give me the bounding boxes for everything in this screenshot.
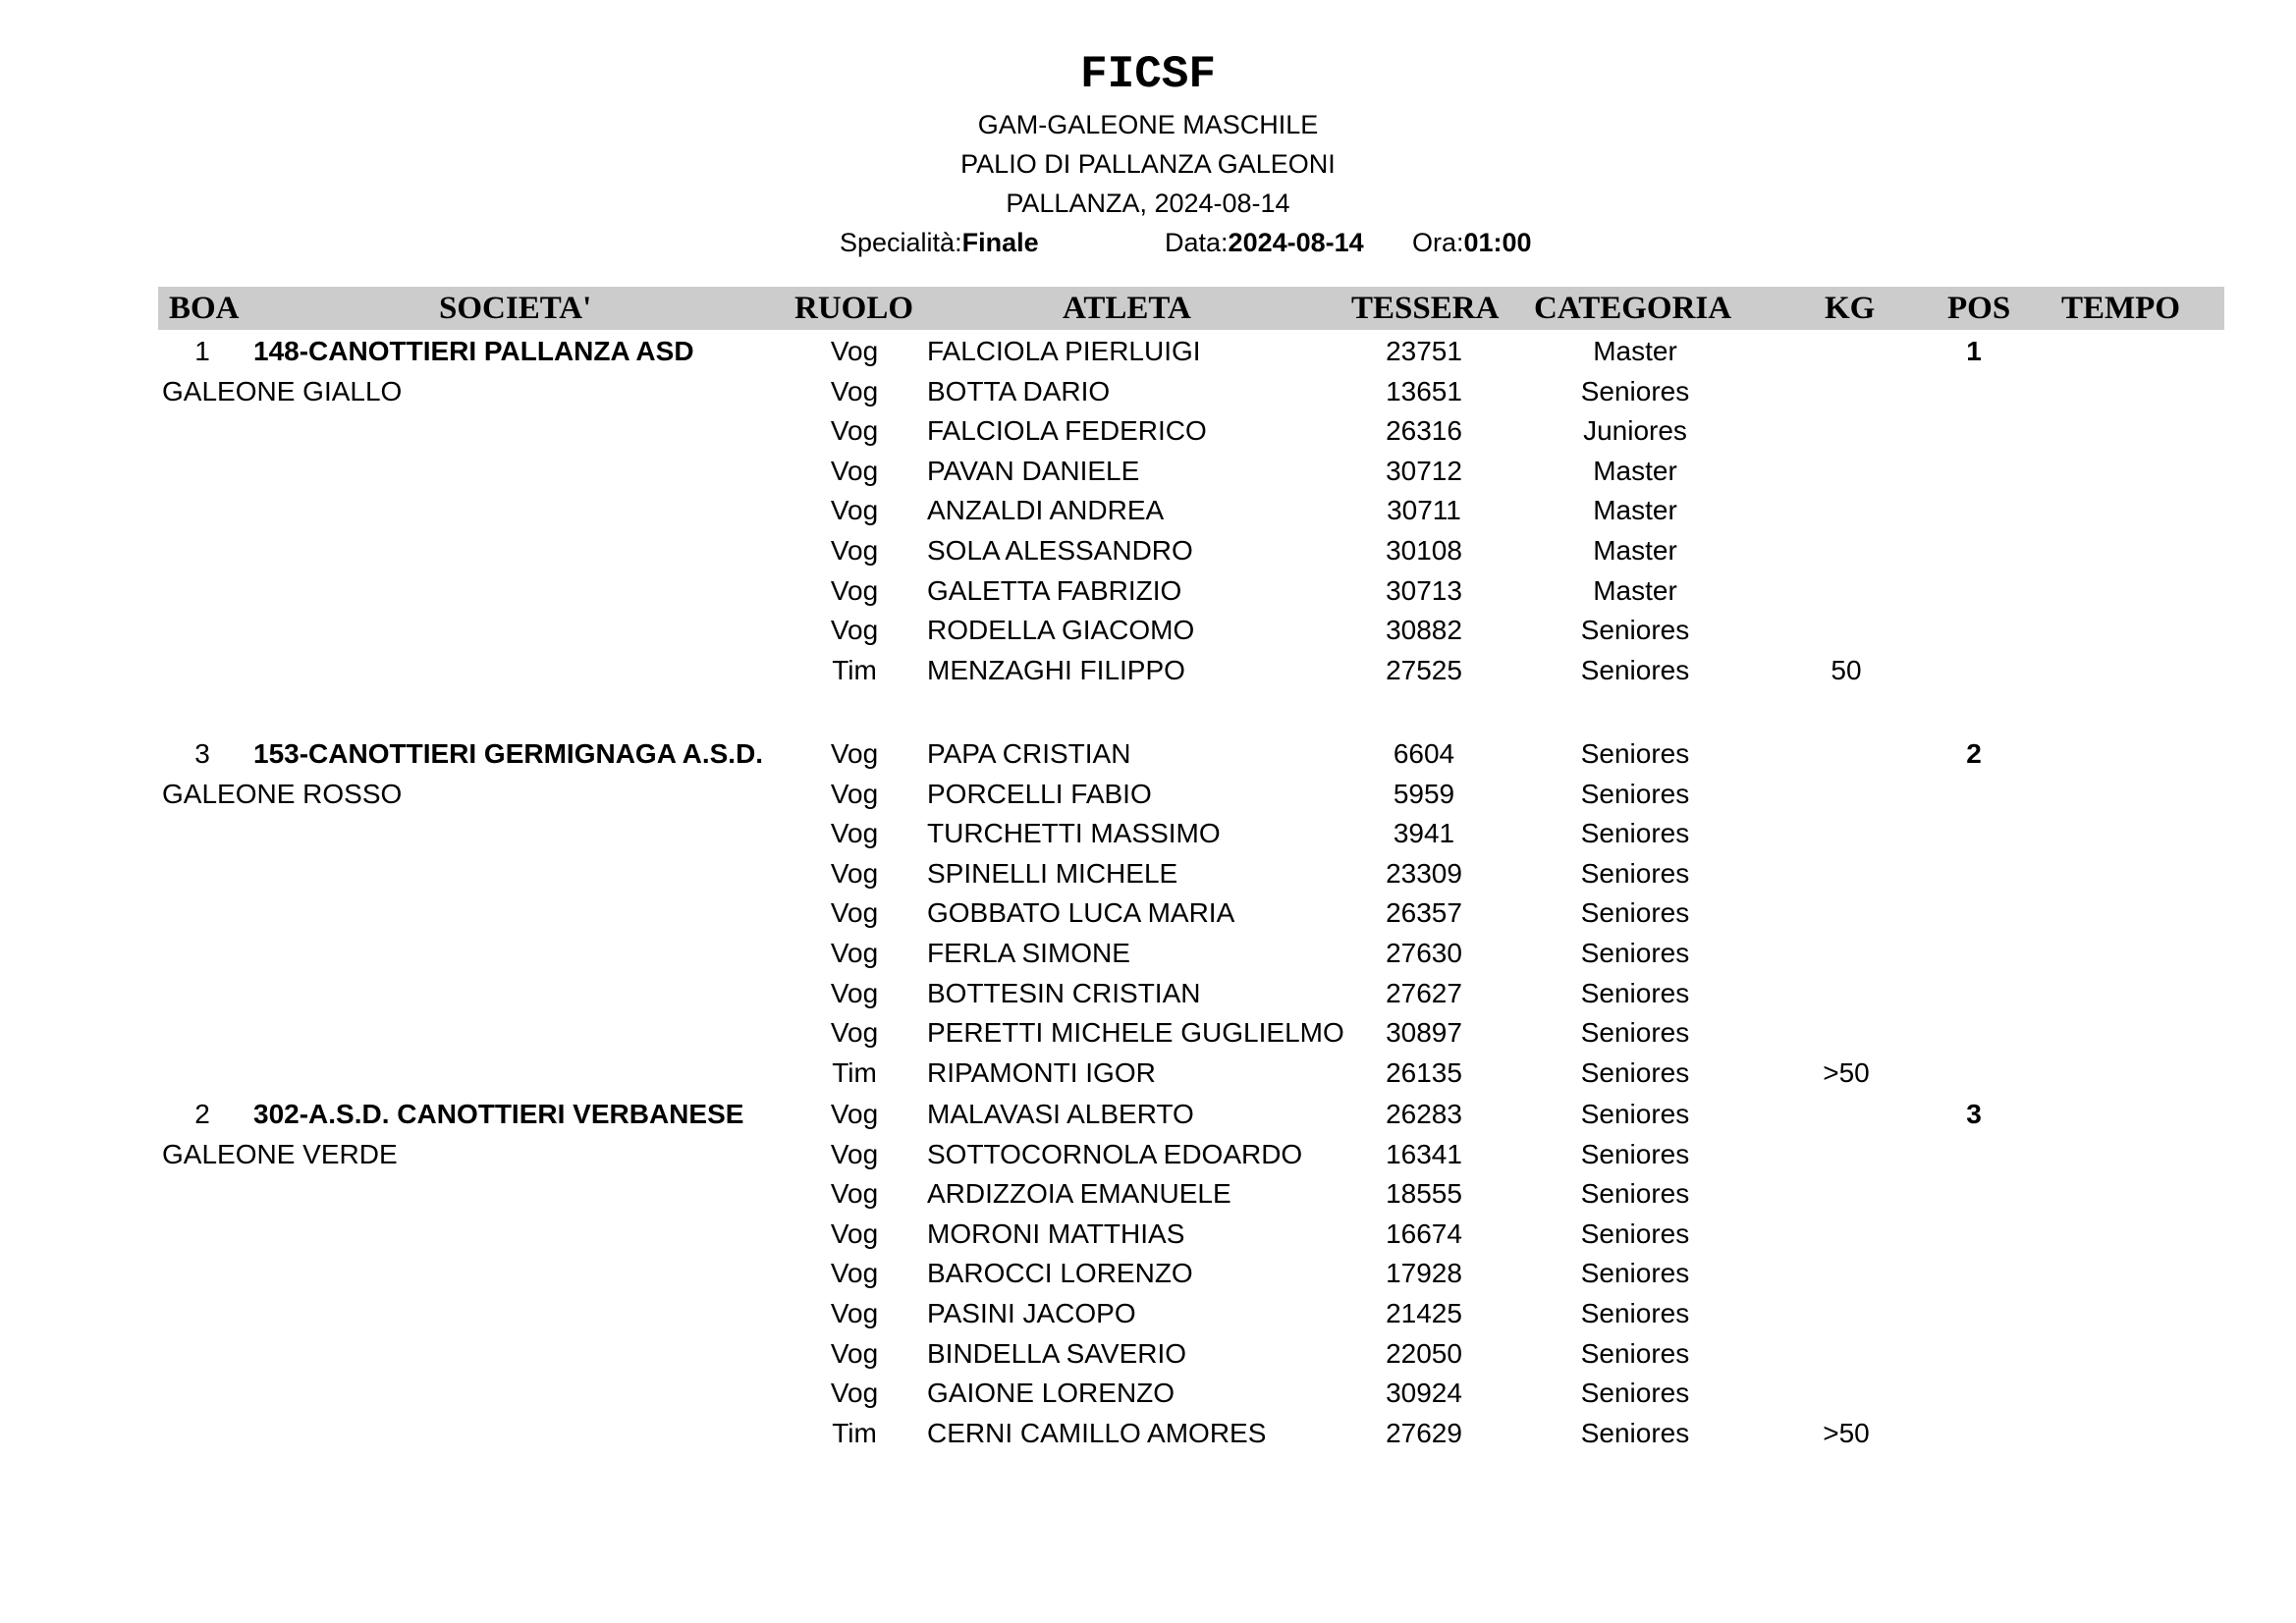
- table-row: [0, 1414, 2296, 1453]
- atleta-name: BAROCCI LORENZO: [927, 1258, 1193, 1289]
- col-atleta: ATLETA: [1063, 291, 1191, 326]
- tessera: 23309: [1386, 857, 1462, 889]
- ruolo: Vog: [830, 738, 879, 769]
- col-societa: SOCIETA': [439, 291, 592, 326]
- table-row: [0, 854, 2296, 893]
- ruolo: Vog: [830, 1298, 879, 1328]
- categoria: Seniores: [1580, 1178, 1690, 1210]
- ruolo: Vog: [830, 336, 879, 366]
- table-row: [0, 734, 2296, 774]
- table-row: [0, 651, 2296, 690]
- atleta-name: SOTTOCORNOLA EDOARDO: [927, 1138, 1303, 1169]
- categoria: Seniores: [1580, 897, 1690, 929]
- tessera: 30108: [1386, 535, 1462, 566]
- table-row: [0, 332, 2296, 371]
- table-header: [158, 287, 2224, 330]
- kg: >50: [1823, 1056, 1870, 1088]
- tessera: 26316: [1386, 415, 1462, 447]
- ruolo: Vog: [830, 1258, 879, 1289]
- categoria: Seniores: [1580, 1138, 1690, 1169]
- table-row: [0, 571, 2296, 611]
- categoria: Seniores: [1580, 977, 1690, 1008]
- tessera: 30711: [1387, 495, 1461, 526]
- col-categoria: CATEGORIA: [1534, 291, 1732, 326]
- tessera: 30897: [1386, 1017, 1462, 1049]
- categoria: Seniores: [1580, 938, 1690, 968]
- meta-ora-label: Ora:: [1412, 228, 1464, 257]
- atleta-name: MENZAGHI FILIPPO: [927, 654, 1185, 685]
- table-row: [0, 1254, 2296, 1293]
- boat-name: GALEONE GIALLO: [162, 375, 403, 406]
- meta-specialita-label: Specialità:: [840, 228, 962, 257]
- ruolo: Vog: [830, 1378, 879, 1409]
- atleta-name: FALCIOLA FEDERICO: [927, 415, 1207, 447]
- atleta-name: ANZALDI ANDREA: [927, 495, 1165, 526]
- document-title: FICSF: [1079, 49, 1217, 100]
- atleta-name: GALETTA FABRIZIO: [927, 574, 1182, 606]
- col-ruolo: RUOLO: [794, 291, 914, 326]
- boa-number: 2: [194, 1099, 210, 1129]
- kg: 50: [1831, 654, 1862, 685]
- atleta-name: SPINELLI MICHELE: [927, 857, 1178, 889]
- table-row: [0, 1174, 2296, 1214]
- ruolo: Vog: [830, 495, 879, 526]
- ruolo: Vog: [830, 938, 879, 968]
- tessera: 13651: [1386, 375, 1462, 406]
- societa-name: 148-CANOTTIERI PALLANZA ASD: [253, 336, 694, 366]
- meta-ora-value: 01:00: [1463, 228, 1532, 257]
- categoria: Seniores: [1580, 778, 1690, 809]
- ruolo: Vog: [830, 415, 879, 447]
- atleta-name: PERETTI MICHELE GUGLIELMO: [927, 1017, 1344, 1049]
- categoria: Master: [1593, 495, 1677, 526]
- categoria: Master: [1593, 535, 1677, 566]
- ruolo: Vog: [830, 455, 879, 486]
- tessera: 16341: [1386, 1138, 1462, 1169]
- boat-name: GALEONE ROSSO: [162, 778, 403, 809]
- ruolo: Vog: [830, 1138, 879, 1169]
- meta-specialita: [840, 228, 1039, 258]
- table-row: [0, 974, 2296, 1013]
- atleta-name: BOTTA DARIO: [927, 375, 1111, 406]
- ruolo: Vog: [830, 615, 879, 646]
- table-row: [0, 411, 2296, 451]
- table-row: [0, 1334, 2296, 1374]
- atleta-name: MORONI MATTHIAS: [927, 1217, 1185, 1249]
- ruolo: Vog: [830, 1099, 879, 1129]
- ruolo: Vog: [830, 1337, 879, 1369]
- atleta-name: GOBBATO LUCA MARIA: [927, 897, 1235, 929]
- ruolo: Vog: [830, 375, 879, 406]
- ruolo: Vog: [830, 778, 879, 809]
- tessera: 22050: [1386, 1337, 1462, 1369]
- position: 1: [1966, 336, 1982, 366]
- tessera: 26135: [1386, 1056, 1462, 1088]
- tessera: 27629: [1386, 1417, 1462, 1448]
- tessera: 27627: [1386, 977, 1462, 1008]
- tessera: 26283: [1386, 1099, 1462, 1129]
- meta-data: [1165, 228, 1364, 258]
- meta-data-value: 2024-08-14: [1228, 228, 1364, 257]
- boat-name: GALEONE VERDE: [162, 1138, 398, 1169]
- categoria: Seniores: [1580, 1337, 1690, 1369]
- ruolo: Vog: [830, 574, 879, 606]
- categoria: Seniores: [1580, 615, 1690, 646]
- atleta-name: PASINI JACOPO: [927, 1298, 1136, 1328]
- categoria: Seniores: [1580, 1217, 1690, 1249]
- categoria: Master: [1593, 455, 1677, 486]
- table-row: [0, 1294, 2296, 1333]
- tessera: 27630: [1386, 938, 1462, 968]
- atleta-name: CERNI CAMILLO AMORES: [927, 1417, 1267, 1448]
- categoria: Seniores: [1580, 857, 1690, 889]
- table-row: [0, 491, 2296, 530]
- col-boa: BOA: [169, 291, 240, 326]
- categoria: Seniores: [1580, 1298, 1690, 1328]
- tessera: 6604: [1393, 738, 1455, 769]
- ruolo: Vog: [830, 857, 879, 889]
- ruolo: Vog: [830, 1217, 879, 1249]
- position: 3: [1966, 1099, 1982, 1129]
- tessera: 27525: [1386, 654, 1462, 685]
- col-kg: KG: [1825, 291, 1876, 326]
- atleta-name: SOLA ALESSANDRO: [927, 535, 1193, 566]
- tessera: 16674: [1386, 1217, 1462, 1249]
- ruolo: Vog: [830, 977, 879, 1008]
- tessera: 5959: [1393, 778, 1455, 809]
- categoria: Seniores: [1580, 1258, 1690, 1289]
- societa-name: 153-CANOTTIERI GERMIGNAGA A.S.D.: [253, 738, 764, 769]
- tessera: 30882: [1386, 615, 1462, 646]
- atleta-name: BINDELLA SAVERIO: [927, 1337, 1187, 1369]
- table-row: [0, 531, 2296, 570]
- atleta-name: FERLA SIMONE: [927, 938, 1130, 968]
- atleta-name: BOTTESIN CRISTIAN: [927, 977, 1201, 1008]
- table-row: [0, 1013, 2296, 1053]
- atleta-name: ARDIZZOIA EMANUELE: [927, 1178, 1231, 1210]
- ruolo: Vog: [830, 818, 879, 849]
- event-category: GAM-GALEONE MASCHILE: [977, 110, 1319, 139]
- atleta-name: PAPA CRISTIAN: [927, 738, 1131, 769]
- atleta-name: PORCELLI FABIO: [927, 778, 1152, 809]
- table-row: [0, 1374, 2296, 1413]
- societa-name: 302-A.S.D. CANOTTIERI VERBANESE: [253, 1099, 744, 1129]
- categoria: Master: [1593, 574, 1677, 606]
- meta-data-label: Data:: [1165, 228, 1229, 257]
- ruolo: Vog: [830, 1178, 879, 1210]
- col-pos: POS: [1947, 291, 2011, 326]
- atleta-name: MALAVASI ALBERTO: [927, 1099, 1194, 1129]
- categoria: Master: [1593, 336, 1677, 366]
- table-row: [0, 893, 2296, 933]
- event-name: PALIO DI PALLANZA GALEONI: [960, 149, 1336, 179]
- tessera: 30712: [1386, 455, 1462, 486]
- categoria: Seniores: [1580, 1378, 1690, 1409]
- categoria: Juniores: [1583, 415, 1687, 447]
- tessera: 26357: [1386, 897, 1462, 929]
- atleta-name: GAIONE LORENZO: [927, 1378, 1175, 1409]
- table-row: [0, 934, 2296, 973]
- table-row: [0, 452, 2296, 491]
- categoria: Seniores: [1580, 1099, 1690, 1129]
- ruolo: Tim: [832, 1056, 877, 1088]
- atleta-name: RIPAMONTI IGOR: [927, 1056, 1156, 1088]
- ruolo: Vog: [830, 535, 879, 566]
- ruolo: Tim: [832, 654, 877, 685]
- tessera: 30924: [1386, 1378, 1462, 1409]
- atleta-name: FALCIOLA PIERLUIGI: [927, 336, 1201, 366]
- col-tempo: TEMPO: [2061, 291, 2180, 326]
- categoria: Seniores: [1580, 1417, 1690, 1448]
- categoria: Seniores: [1580, 1056, 1690, 1088]
- ruolo: Vog: [830, 897, 879, 929]
- event-place-date: PALLANZA, 2024-08-14: [1006, 189, 1290, 218]
- categoria: Seniores: [1580, 375, 1690, 406]
- atleta-name: PAVAN DANIELE: [927, 455, 1140, 486]
- col-tessera: TESSERA: [1351, 291, 1500, 326]
- tessera: 3941: [1393, 818, 1455, 849]
- tessera: 21425: [1386, 1298, 1462, 1328]
- kg: >50: [1823, 1417, 1870, 1448]
- tessera: 23751: [1386, 336, 1462, 366]
- ruolo: Vog: [830, 1017, 879, 1049]
- meta-specialita-value: Finale: [961, 228, 1039, 257]
- tessera: 18555: [1386, 1178, 1462, 1210]
- table-row: [0, 814, 2296, 853]
- ruolo: Tim: [832, 1417, 877, 1448]
- meta-ora: [1412, 228, 1532, 258]
- atleta-name: RODELLA GIACOMO: [927, 615, 1195, 646]
- atleta-name: TURCHETTI MASSIMO: [927, 818, 1221, 849]
- table-row: [0, 1054, 2296, 1093]
- categoria: Seniores: [1580, 818, 1690, 849]
- table-row: [0, 1135, 2296, 1174]
- categoria: Seniores: [1580, 738, 1690, 769]
- boa-number: 3: [194, 738, 210, 769]
- table-row: [0, 1215, 2296, 1254]
- table-row: [0, 775, 2296, 814]
- table-row: [0, 611, 2296, 650]
- table-row: [0, 1095, 2296, 1134]
- boa-number: 1: [194, 336, 210, 366]
- tessera: 30713: [1386, 574, 1462, 606]
- categoria: Seniores: [1580, 654, 1690, 685]
- tessera: 17928: [1386, 1258, 1462, 1289]
- position: 2: [1966, 738, 1982, 769]
- table-row: [0, 372, 2296, 411]
- categoria: Seniores: [1580, 1017, 1690, 1049]
